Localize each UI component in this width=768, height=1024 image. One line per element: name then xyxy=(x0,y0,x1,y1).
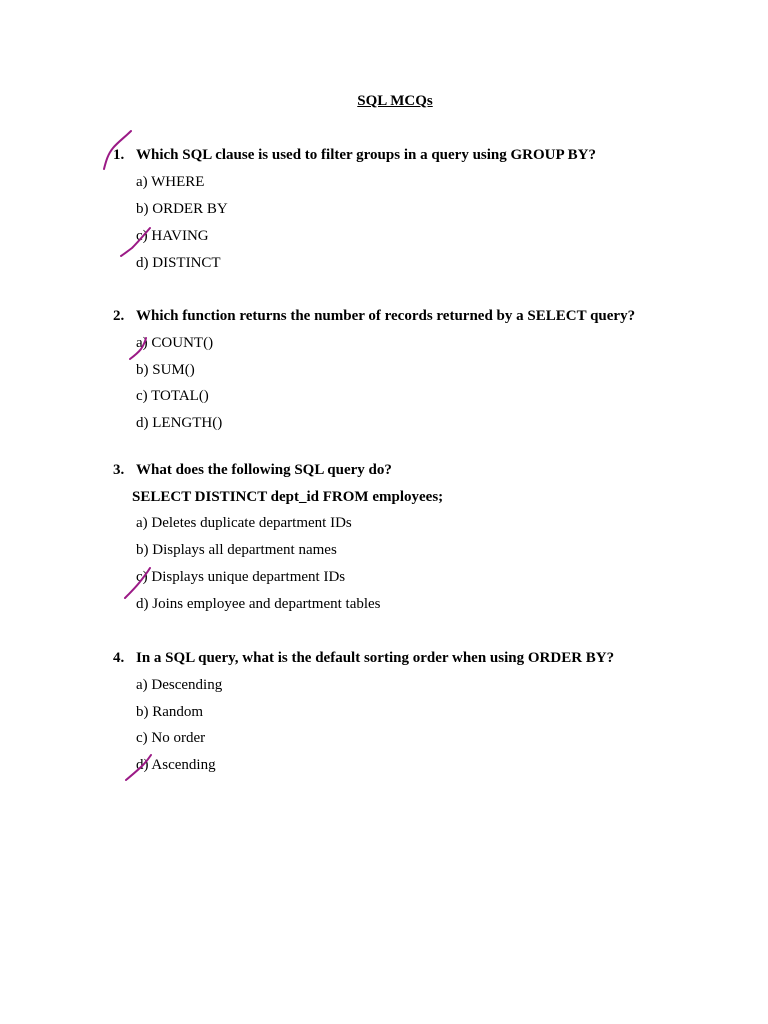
question-1-option-b: b) ORDER BY xyxy=(136,201,228,217)
question-1-option-d: d) DISTINCT xyxy=(136,255,221,271)
question-4-option-c: c) No order xyxy=(136,730,206,746)
question-2-number: 2. xyxy=(113,308,125,324)
question-3-option-b: b) Displays all department names xyxy=(136,542,337,558)
question-3-option-c: c) Displays unique department IDs xyxy=(136,569,346,585)
question-4-option-b: b) Random xyxy=(136,704,204,720)
question-2-option-b: b) SUM() xyxy=(136,362,195,378)
question-2-option-c: c) TOTAL() xyxy=(136,388,209,404)
question-1-option-c: c) HAVING xyxy=(136,228,209,244)
question-4-option-a: a) Descending xyxy=(136,677,223,693)
question-3-option-a: a) Deletes duplicate department IDs xyxy=(136,515,352,531)
question-2-option-d: d) LENGTH() xyxy=(136,415,223,431)
question-1-option-a: a) WHERE xyxy=(136,174,205,190)
question-1-text: Which SQL clause is used to filter groups in a query using GROUP BY? xyxy=(136,147,596,163)
question-3-option-d: d) Joins employee and department tables xyxy=(136,596,381,612)
question-1-number: 1. xyxy=(113,147,125,163)
document-title: SQL MCQs xyxy=(357,93,433,109)
question-4-number: 4. xyxy=(113,650,125,666)
question-2-option-a: a) COUNT() xyxy=(136,335,214,351)
question-2-text: Which function returns the number of records returned by a SELECT query? xyxy=(136,308,636,324)
question-3-text: What does the following SQL query do? xyxy=(136,462,392,478)
question-3-code: SELECT DISTINCT dept_id FROM employees; xyxy=(132,489,444,505)
question-4-text: In a SQL query, what is the default sorting order when using ORDER BY? xyxy=(136,650,615,666)
question-3-number: 3. xyxy=(113,462,125,478)
question-4-option-d: d) Ascending xyxy=(136,757,216,773)
